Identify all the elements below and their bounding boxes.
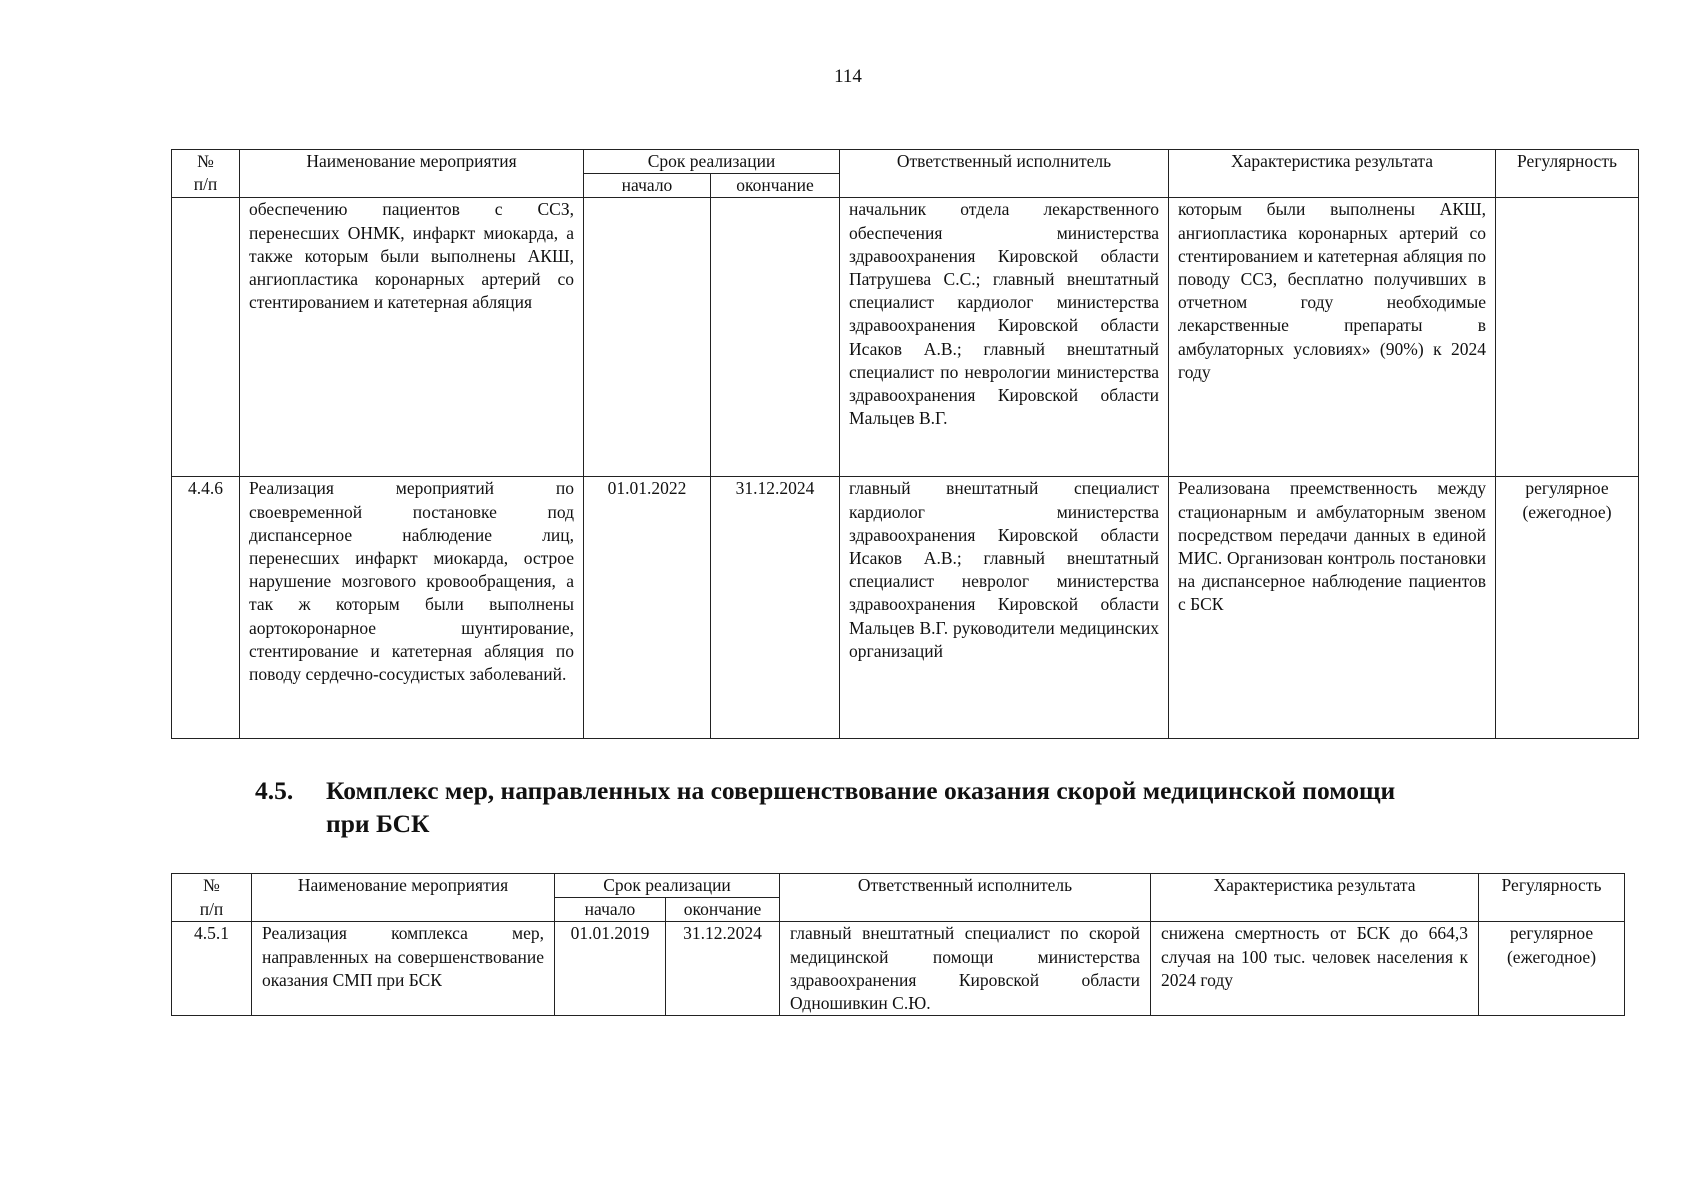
col-header-no: № п/п (172, 150, 240, 198)
row-regularity: регулярное (ежегодное) (1479, 922, 1625, 1016)
row-regularity (1496, 198, 1639, 477)
col-header-result: Характеристика результата (1169, 150, 1496, 198)
row-result: Реализована преемственность между стационарным и амбулаторным звеном посредством передачи данных в единой МИС. Организован контроль постановки на диспансерное наблюдение пациентов с БСК (1169, 477, 1496, 739)
col-header-name: Наименование мероприятия (252, 874, 555, 922)
col-header-term: Срок реализации (555, 874, 780, 898)
row-number (172, 198, 240, 477)
row-number: 4.5.1 (172, 922, 252, 1016)
col-header-executor: Ответственный исполнитель (840, 150, 1169, 198)
row-name: Реализация комплекса мер, направленных на совершенствование оказания СМП при БСК (252, 922, 555, 1016)
col-header-term: Срок реализации (584, 150, 840, 174)
section-title-line1: Комплекс мер, направленных на совершенствование оказания скорой медицинской помощи (326, 776, 1396, 805)
table-row (172, 198, 1639, 477)
section-heading (255, 774, 1617, 840)
measures-table-continued (171, 149, 1639, 739)
row-regularity: регулярное (ежегодное) (1496, 477, 1639, 739)
row-result: которым были выполнены АКШ, ангиопластика коронарных артерий со стентированием и катетерная абляция по поводу ССЗ, бесплатно получивших в отчетном году необходимые лекарственные препараты в амбулаторных условиях» (90%) к 2024 году (1169, 198, 1496, 477)
section-number: 4.5. (255, 776, 294, 805)
row-executor: главный внештатный специалист по скорой медицинской помощи министерства здравоохранения Кировской области Одношивкин С.Ю. (780, 922, 1151, 1016)
row-start (584, 198, 711, 477)
row-start: 01.01.2022 (584, 477, 711, 739)
col-header-start: начало (555, 898, 666, 922)
table-row (172, 922, 1625, 1016)
smp-measures-table (171, 873, 1625, 1016)
row-end: 31.12.2024 (666, 922, 780, 1016)
row-number: 4.4.6 (172, 477, 240, 739)
page-number: 114 (834, 66, 862, 87)
col-header-regularity: Регулярность (1479, 874, 1625, 922)
col-header-result: Характеристика результата (1151, 874, 1479, 922)
col-header-no-sub: п/п (172, 898, 252, 922)
row-result: снижена смертность от БСК до 664,3 случая на 100 тыс. человек населения к 2024 году (1151, 922, 1479, 1016)
table-row (172, 477, 1639, 739)
col-header-regularity: Регулярность (1496, 150, 1639, 198)
row-executor: главный внештатный специалист кардиолог министерства здравоохранения Кировской области Исаков А.В.; главный внештатный специалист невролог министерства здравоохранения Кировской области Мальцев В.Г. руководители медицинских организаций (840, 477, 1169, 739)
row-name: Реализация мероприятий по своевременной постановке под диспансерное наблюдение лиц, перенесших инфаркт миокарда, острое нарушение мозгового кровообращения, а так ж которым были выполнены аортокоронарное шунтирование, стентирование и катетерная абляция по поводу сердечно-сосудистых заболеваний. (240, 477, 584, 739)
col-header-start: начало (584, 174, 711, 198)
row-start: 01.01.2019 (555, 922, 666, 1016)
col-header-name: Наименование мероприятия (240, 150, 584, 198)
col-header-executor: Ответственный исполнитель (780, 874, 1151, 922)
col-header-end: окончание (666, 898, 780, 922)
col-header-end: окончание (711, 174, 840, 198)
section-title-line2: при БСК (326, 809, 430, 838)
row-end (711, 198, 840, 477)
col-header-no: № (172, 874, 252, 898)
row-name: обеспечению пациентов с ССЗ, перенесших ОНМК, инфаркт миокарда, а также которым были выполнены АКШ, ангиопластика коронарных артерий со стентированием и катетерная абляция (240, 198, 584, 477)
row-end: 31.12.2024 (711, 477, 840, 739)
row-executor: начальник отдела лекарственного обеспечения министерства здравоохранения Кировской области Патрушева С.С.; главный внештатный специалист кардиолог министерства здравоохранения Кировской области Исаков А.В.; главный внештатный специалист по неврологии министерства здравоохранения Кировской области Мальцев В.Г. (840, 198, 1169, 477)
